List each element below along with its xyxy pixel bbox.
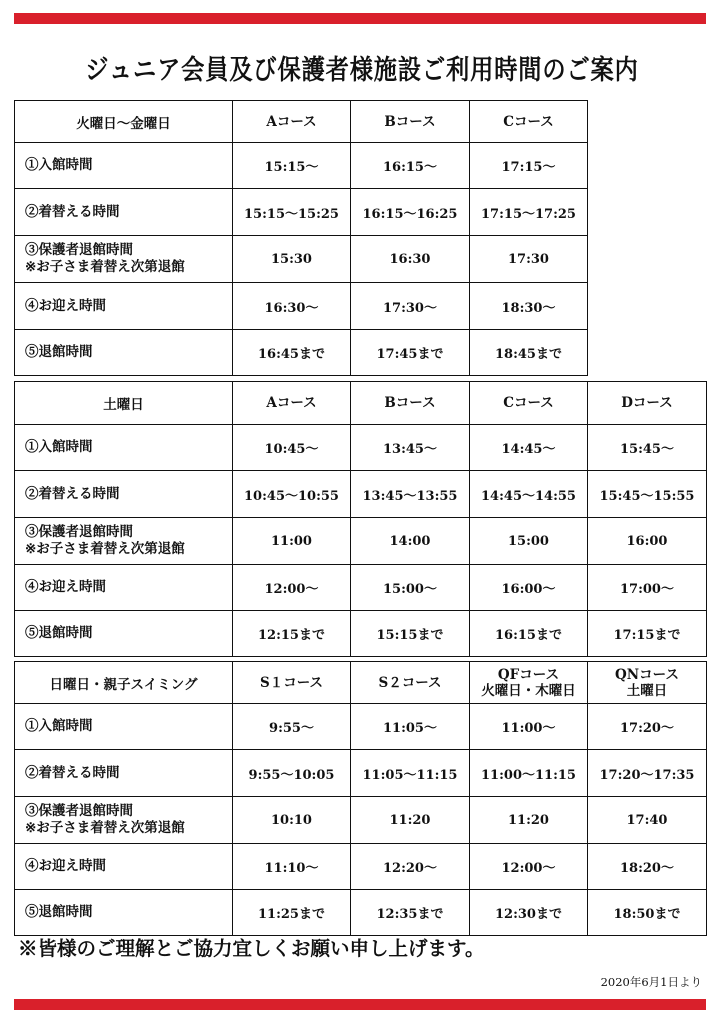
row-label-exit: ⑤退館時間 [15,890,233,936]
cell: 15:45～ [588,425,707,471]
course-s2-header: S２コース [351,662,470,704]
cell: 16:15～16:25 [351,189,470,236]
table-row [15,471,707,518]
row-label-guardian-exit: ③保護者退館時間 ※お子さま着替え次第退館 [15,236,233,283]
cooperation-note: ※皆様のご理解とご協力宜しくお願い申し上げます。 [18,937,485,960]
cell: 16:15まで [470,611,588,657]
table-row [15,143,707,189]
table-row [15,425,707,471]
cell: 17:30～ [351,283,470,330]
cell: 11:00 [233,518,351,565]
table-row [15,750,707,797]
saturday-schedule-table [14,381,707,657]
cell: 13:45～13:55 [351,471,470,518]
course-a-header: Aコース [233,382,351,425]
cell: 15:15まで [351,611,470,657]
table-row [15,611,707,657]
cell: 15:15～15:25 [233,189,351,236]
row-label-pickup: ④お迎え時間 [15,565,233,611]
table-header-row [15,382,707,425]
cell: 11:00～ [470,704,588,750]
cell: 12:20～ [351,844,470,890]
cell: 11:25まで [233,890,351,936]
cell: 15:30 [233,236,351,283]
cell: 16:00 [588,518,707,565]
weekday-schedule-table [14,100,707,376]
cell: 12:35まで [351,890,470,936]
table-row [15,330,707,376]
cell: 18:30～ [470,283,588,330]
cell: 16:15～ [351,143,470,189]
cell: 17:45まで [351,330,470,376]
table-row [15,797,707,844]
table-row [15,565,707,611]
cell: 11:20 [470,797,588,844]
cell: 11:00～11:15 [470,750,588,797]
row-label-entry: ①入館時間 [15,143,233,189]
course-s1-header: S１コース [233,662,351,704]
cell: 16:45まで [233,330,351,376]
effective-date: 2020年6月1日より [600,975,702,989]
course-a-header: Aコース [233,101,351,143]
cell: 15:00～ [351,565,470,611]
cell: 11:10～ [233,844,351,890]
course-d-header: Dコース [588,382,707,425]
cell: 18:20～ [588,844,707,890]
sunday-header: 日曜日・親子スイミング [15,662,233,704]
cell: 12:30まで [470,890,588,936]
row-label-pickup: ④お迎え時間 [15,844,233,890]
table-row [15,844,707,890]
cell: 15:15～ [233,143,351,189]
cell: 11:05～11:15 [351,750,470,797]
cell: 12:00～ [470,844,588,890]
weekday-header: 火曜日～金曜日 [15,101,233,143]
course-b-header: Bコース [351,382,470,425]
cell: 10:45～10:55 [233,471,351,518]
table-row [15,236,707,283]
row-label-pickup: ④お迎え時間 [15,283,233,330]
saturday-header: 土曜日 [15,382,233,425]
cell: 11:20 [351,797,470,844]
cell: 17:20～17:35 [588,750,707,797]
sunday-schedule-table [14,661,707,936]
cell: 17:15～17:25 [470,189,588,236]
cell: 17:00～ [588,565,707,611]
row-label-entry: ①入館時間 [15,704,233,750]
course-c-header: Cコース [470,382,588,425]
cell: 17:30 [470,236,588,283]
course-b-header: Bコース [351,101,470,143]
table-header-row [15,101,707,143]
cell: 18:50まで [588,890,707,936]
row-label-change: ②着替える時間 [15,750,233,797]
bottom-red-bar [14,999,706,1010]
cell: 10:10 [233,797,351,844]
row-label-change: ②着替える時間 [15,471,233,518]
cell: 9:55～ [233,704,351,750]
table-row [15,704,707,750]
row-label-exit: ⑤退館時間 [15,611,233,657]
cell: 14:45～ [470,425,588,471]
cell: 15:00 [470,518,588,565]
cell: 11:05～ [351,704,470,750]
table-row [15,283,707,330]
cell: 17:15まで [588,611,707,657]
course-qn-header: QNコース 土曜日 [588,662,707,704]
row-label-entry: ①入館時間 [15,425,233,471]
top-red-bar [14,13,706,24]
table-row [15,189,707,236]
table-header-row [15,662,707,704]
cell: 12:15まで [233,611,351,657]
cell: 17:40 [588,797,707,844]
cell: 16:30～ [233,283,351,330]
row-label-guardian-exit: ③保護者退館時間 ※お子さま着替え次第退館 [15,797,233,844]
table-row [15,518,707,565]
cell: 14:45～14:55 [470,471,588,518]
row-label-change: ②着替える時間 [15,189,233,236]
cell: 14:00 [351,518,470,565]
cell: 17:15～ [470,143,588,189]
course-qf-header: QFコース 火曜日・木曜日 [470,662,588,704]
cell: 18:45まで [470,330,588,376]
row-label-guardian-exit: ③保護者退館時間 ※お子さま着替え次第退館 [15,518,233,565]
cell: 9:55～10:05 [233,750,351,797]
course-c-header: Cコース [470,101,588,143]
cell: 12:00～ [233,565,351,611]
cell: 16:30 [351,236,470,283]
cell: 15:45～15:55 [588,471,707,518]
cell: 17:20～ [588,704,707,750]
table-row [15,890,707,936]
cell: 16:00～ [470,565,588,611]
row-label-exit: ⑤退館時間 [15,330,233,376]
cell: 13:45～ [351,425,470,471]
page-title: ジュニア会員及び保護者様施設ご利用時間のご案内 [85,55,639,86]
cell: 10:45～ [233,425,351,471]
